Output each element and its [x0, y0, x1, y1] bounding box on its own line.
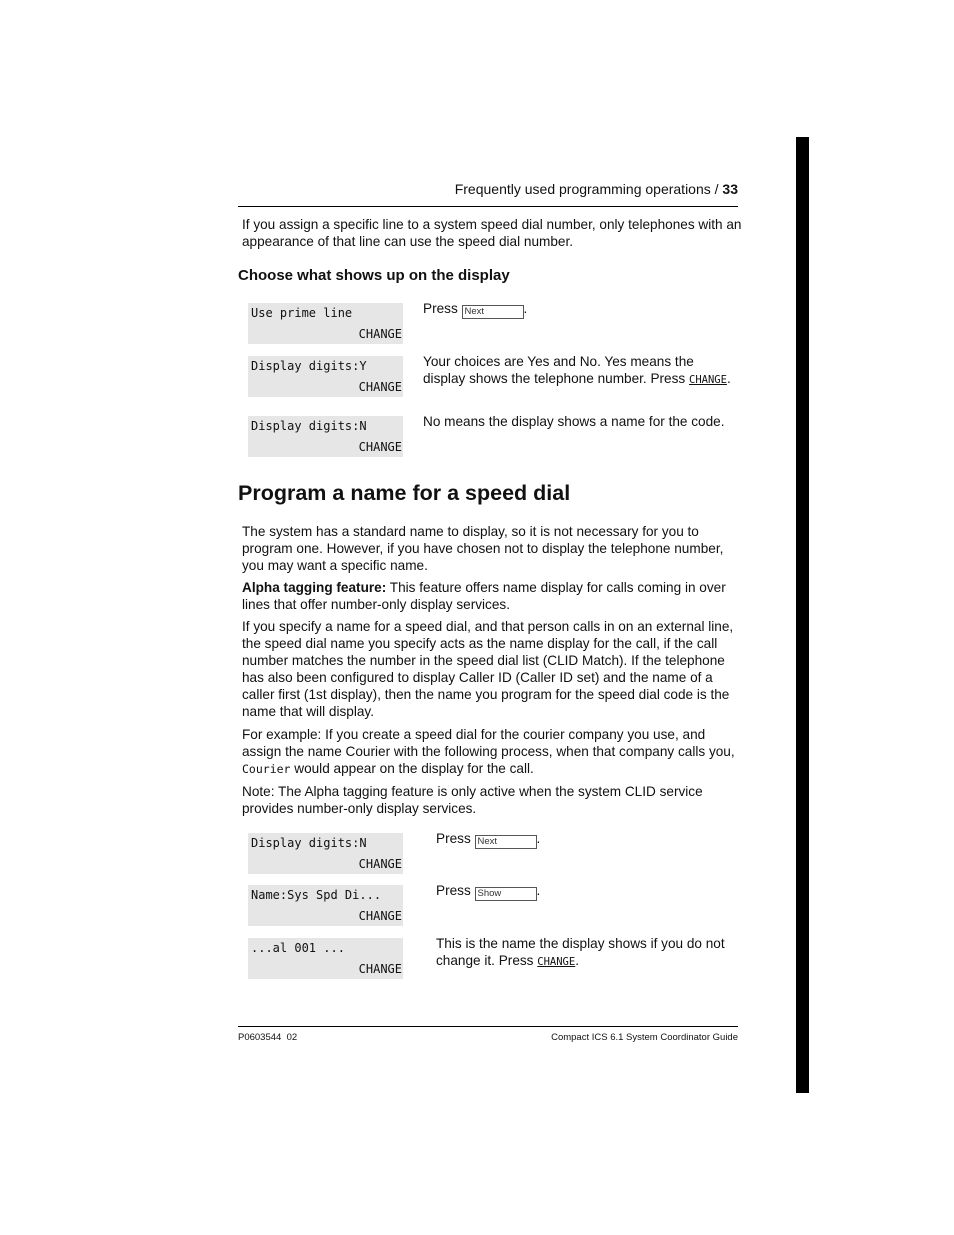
period: .	[536, 883, 541, 898]
footer-doc-number: P0603544 02	[238, 1032, 298, 1043]
lcd-display	[248, 938, 403, 979]
lcd-line-2: CHANGE	[358, 380, 402, 394]
press-text: Press	[436, 883, 471, 898]
alpha-tagging-text: This feature offers name display for calls coming in over lines that offer number-only display services.	[242, 580, 726, 612]
lcd-line-2: CHANGE	[358, 440, 402, 454]
lcd-line-2: CHANGE	[358, 327, 402, 341]
subheading: Choose what shows up on the display	[238, 267, 510, 284]
change-key-label: CHANGE	[537, 956, 576, 968]
step-instruction	[436, 935, 736, 971]
lcd-display	[248, 833, 403, 874]
header-section: Frequently used programming operations	[454, 181, 711, 197]
period: .	[726, 371, 731, 386]
lcd-line-2: CHANGE	[358, 857, 402, 871]
intro-paragraph: If you assign a specific line to a system speed dial number, only telephones with an appearance of that line can use the speed dial number.	[242, 217, 742, 249]
page-footer	[238, 1026, 738, 1047]
courier-display-sample: Courier	[242, 762, 291, 776]
lcd-display	[248, 416, 403, 457]
section-title: Program a name for a speed dial	[238, 481, 571, 505]
period: .	[536, 831, 541, 846]
change-key-label: CHANGE	[689, 374, 727, 386]
step-instruction	[423, 300, 527, 319]
lcd-display	[248, 356, 403, 397]
header-text	[455, 181, 738, 197]
example-text-a: For example: If you create a speed dial for the courier company you use, and assign the name Courier with the following process, when that company calls you,	[242, 727, 735, 759]
next-key: Next	[462, 305, 524, 319]
step-instruction	[436, 830, 540, 849]
page-number: 33	[722, 181, 738, 197]
step-instruction: No means the display shows a name for the code.	[423, 414, 725, 429]
show-key: Show	[475, 887, 537, 901]
lcd-line-1: Display digits:Y	[251, 359, 367, 373]
body-paragraph	[242, 726, 742, 778]
lcd-line-1: Display digits:N	[251, 419, 367, 433]
step-instruction	[436, 882, 540, 901]
step-text: Your choices are Yes and No. Yes means the display shows the telephone number. Press	[423, 354, 694, 386]
alpha-tagging-label: Alpha tagging feature:	[242, 580, 387, 595]
lcd-line-2: CHANGE	[358, 909, 402, 923]
next-key: Next	[475, 835, 537, 849]
running-header	[238, 180, 738, 207]
lcd-line-1: Use prime line	[251, 306, 353, 320]
page-edge-tab	[796, 137, 809, 1093]
period: .	[575, 953, 579, 968]
step-text: This is the name the display shows if you do not change it. Press	[436, 936, 725, 968]
lcd-display	[248, 303, 403, 344]
period: .	[523, 301, 528, 316]
lcd-display	[248, 885, 403, 926]
body-paragraph: If you specify a name for a speed dial, and that person calls in on an external line, the speed dial name you specify acts as the name display for the call, if the call number matches the number in the speed dial list (CLID Match). If the telephone has also been configured to display Caller ID (Caller ID set) and the name of a caller first (1st display), then the name you program for the speed dial code is the name that will display.	[242, 619, 734, 719]
body-paragraph: The system has a standard name to display, so it is not necessary for you to program one. However, if you have chosen not to display the telephone number, you may want a specific name.	[242, 524, 724, 573]
footer-guide-title: Compact ICS 6.1 System Coordinator Guide	[551, 1032, 738, 1043]
body-paragraph: Note: The Alpha tagging feature is only active when the system CLID service provides number-only display services.	[242, 784, 703, 816]
lcd-line-1: Display digits:N	[251, 836, 367, 850]
example-text-b: would appear on the display for the call.	[294, 761, 534, 776]
header-separator: /	[714, 181, 719, 197]
lcd-line-2: CHANGE	[358, 962, 402, 976]
press-text: Press	[423, 301, 458, 316]
lcd-line-1: Name:Sys Spd Di...	[251, 888, 382, 902]
lcd-line-1: ...al 001 ...	[251, 941, 345, 955]
press-text: Press	[436, 831, 471, 846]
step-instruction	[423, 353, 738, 389]
body-paragraph	[242, 579, 742, 613]
